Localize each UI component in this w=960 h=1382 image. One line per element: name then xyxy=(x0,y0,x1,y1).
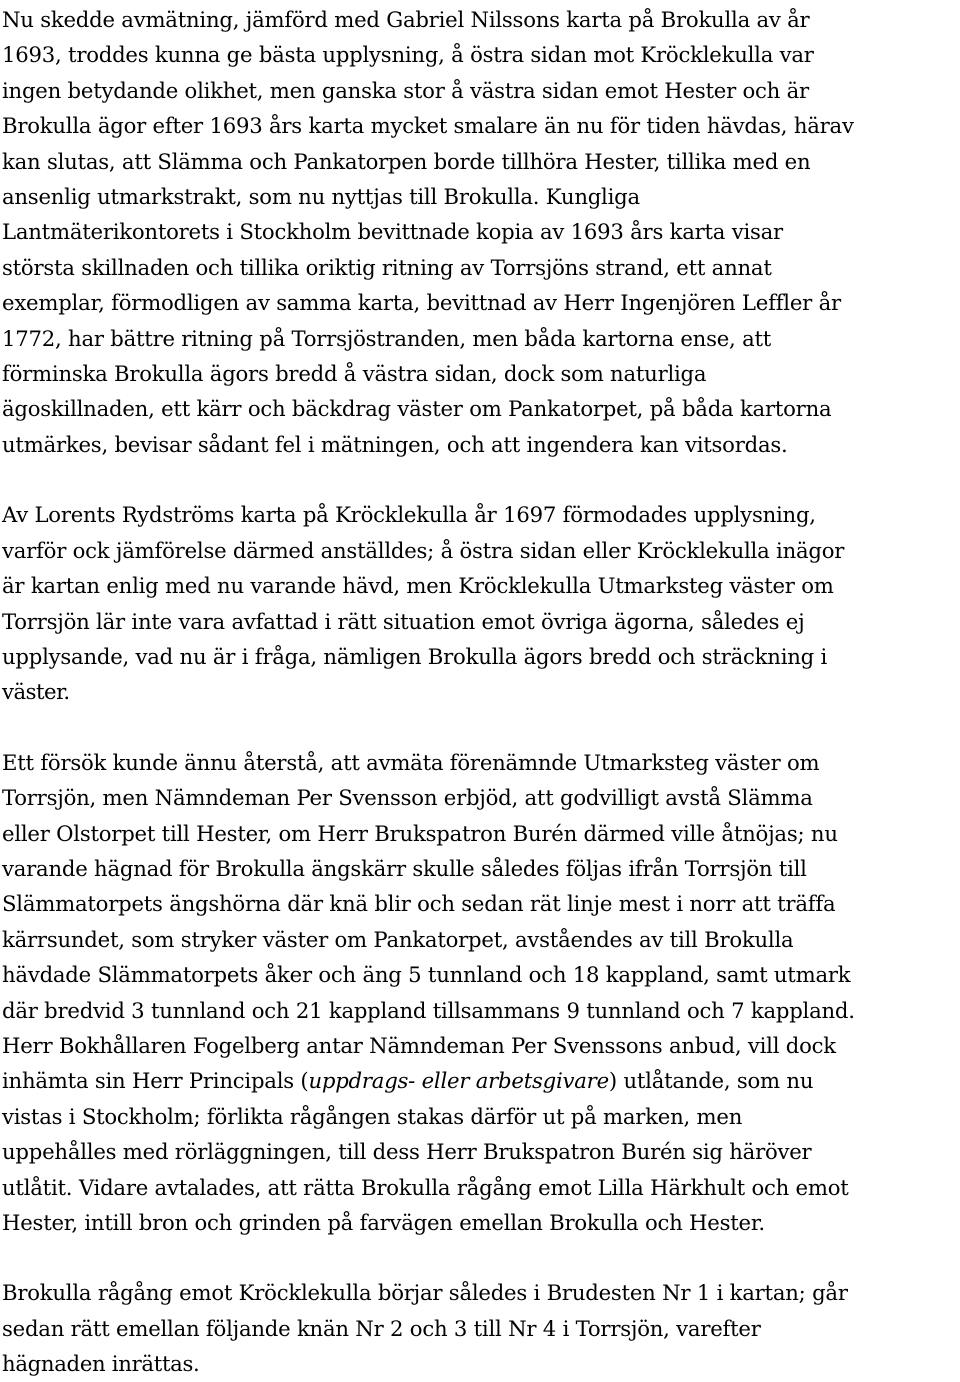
text-line: hägnaden inrättas. xyxy=(2,1351,200,1377)
text-line: utlåtit. Vidare avtalades, att rätta Brokulla rågång emot Lilla Härkhult och emot xyxy=(2,1174,849,1200)
text-line: största skillnaden och tillika oriktig ritning av Torrsjöns strand, ett annat xyxy=(2,254,772,280)
text-segment: inhämta sin Herr Principals ( xyxy=(2,1068,309,1094)
text-line: eller Olstorpet till Hester, om Herr Brukspatron Burén därmed ville åtnöjas; nu xyxy=(2,820,838,846)
paragraph-4 xyxy=(2,1275,960,1381)
text-line: vistas i Stockholm; förlikta rågången stakas därför ut på marken, men xyxy=(2,1103,743,1129)
text-line: Hester, intill bron och grinden på farvägen emellan Brokulla och Hester. xyxy=(2,1210,765,1235)
text-line: Torrsjön lär inte vara avfattad i rätt situation emot övriga ägorna, således ej xyxy=(2,608,805,634)
paragraph-1 xyxy=(2,2,960,462)
text-line: varför ock jämförelse därmed anställdes; å östra sidan eller Kröcklekulla inägor xyxy=(2,537,845,563)
text-line: kärrsundet, som stryker väster om Pankatorpet, avståendes av till Brokulla xyxy=(2,926,794,952)
text-line: varande hägnad för Brokulla ängskärr skulle således följas ifrån Torrsjön till xyxy=(2,855,807,881)
text-line: 1772, har bättre ritning på Torrsjöstranden, men båda kartorna ense, att xyxy=(2,325,772,351)
text-line: ägoskillnaden, ett kärr och bäckdrag väster om Pankatorpet, på båda kartorna xyxy=(2,396,832,422)
text-line: Herr Bokhållaren Fogelberg antar Nämndeman Per Svenssons anbud, vill dock xyxy=(2,1032,836,1058)
text-line: uppehålles med rörläggningen, till dess Herr Brukspatron Burén sig häröver xyxy=(2,1139,812,1165)
text-line: utmärkes, bevisar sådant fel i mätningen, och att ingendera kan vitsordas. xyxy=(2,431,788,457)
text-line: ansenlig utmarkstrakt, som nu nyttjas till Brokulla. Kungliga xyxy=(2,184,640,210)
text-line: hävdade Slämmatorpets åker och äng 5 tunnland och 18 kappland, samt utmark xyxy=(2,962,851,988)
italic-gloss: uppdrags- eller arbetsgivare xyxy=(308,1068,609,1094)
text-line: Torrsjön, men Nämndeman Per Svensson erbjöd, att godvilligt avstå Slämma xyxy=(2,785,813,811)
paragraph-3 xyxy=(2,745,960,1241)
text-line: Brokulla ägor efter 1693 års karta mycket smalare än nu för tiden hävdas, härav xyxy=(2,113,854,139)
text-line: upplysande, vad nu är i fråga, nämligen Brokulla ägors bredd och sträckning i xyxy=(2,643,828,669)
text-line: Ett försök kunde ännu återstå, att avmäta förenämnde Utmarksteg väster om xyxy=(2,749,820,775)
text-line: Brokulla rågång emot Kröcklekulla börjar således i Brudesten Nr 1 i kartan; går xyxy=(2,1280,848,1306)
text-line: Nu skedde avmätning, jämförd med Gabriel Nilssons karta på Brokulla av år xyxy=(2,7,810,32)
text-line: Av Lorents Rydströms karta på Kröcklekulla år 1697 förmodades upplysning, xyxy=(2,502,816,528)
text-line: väster. xyxy=(2,679,70,705)
text-line: Slämmatorpets ängshörna där knä blir och sedan rät linje mest i norr att träffa xyxy=(2,891,836,917)
text-line: kan slutas, att Slämma och Pankatorpen borde tillhöra Hester, tillika med en xyxy=(2,148,811,174)
text-line-with-italic xyxy=(2,1063,960,1098)
text-line: exemplar, förmodligen av samma karta, bevittnad av Herr Ingenjören Leffler år xyxy=(2,290,841,316)
text-line: där bredvid 3 tunnland och 21 kappland tillsammans 9 tunnland och 7 kappland. xyxy=(2,997,855,1023)
paragraph-2 xyxy=(2,497,960,709)
text-segment: ) utlåtande, som nu xyxy=(608,1068,814,1094)
text-line: sedan rätt emellan följande knän Nr 2 och 3 till Nr 4 i Torrsjön, varefter xyxy=(2,1315,761,1341)
text-line: är kartan enlig med nu varande hävd, men Kröcklekulla Utmarksteg väster om xyxy=(2,573,834,599)
text-line: 1693, troddes kunna ge bästa upplysning, å östra sidan mot Kröcklekulla var xyxy=(2,42,814,68)
text-line: Lantmäterikontorets i Stockholm bevittnade kopia av 1693 års karta visar xyxy=(2,219,783,245)
text-line: förminska Brokulla ägors bredd å västra sidan, dock som naturliga xyxy=(2,361,707,387)
text-line: ingen betydande olikhet, men ganska stor å västra sidan emot Hester och är xyxy=(2,77,809,103)
